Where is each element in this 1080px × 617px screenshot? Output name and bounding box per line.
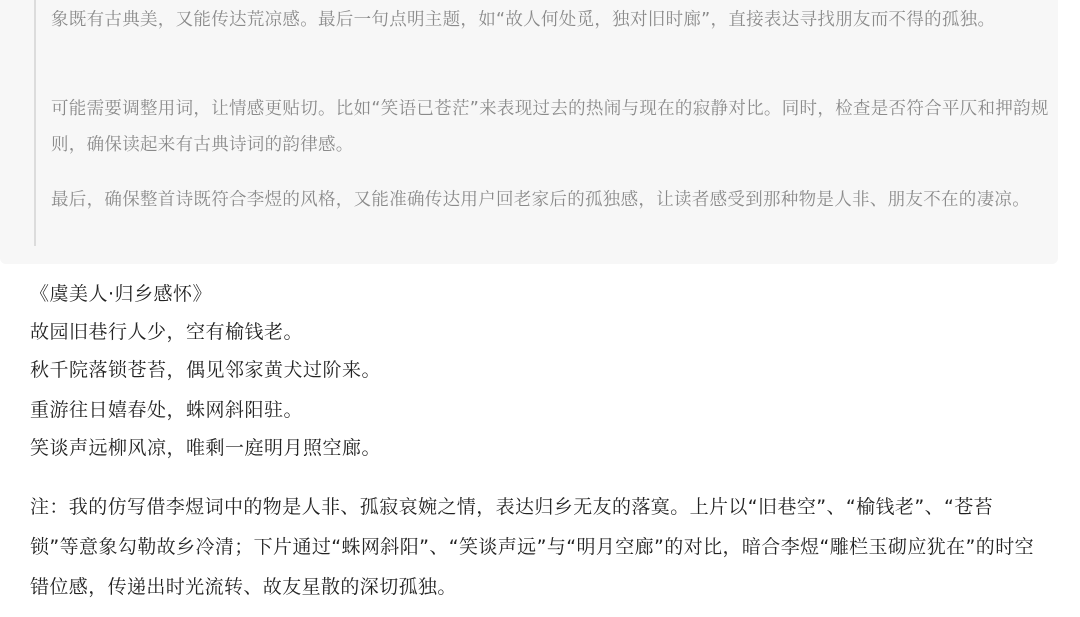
poem-title: 《虞美人·归乡感怀》: [30, 283, 213, 305]
thinking-paragraph: 最后，确保整首诗既符合李煜的风格，又能准确传达用户回老家后的孤独感，让读者感受到那种物是人非、朋友不在的凄凉。: [51, 190, 1030, 210]
poem-line: 笑谈声远柳风凉，唯剩一庭明月照空廊。: [30, 437, 382, 459]
poem-note: 注：我的仿写借李煜词中的物是人非、孤寂哀婉之情，表达归乡无友的落寞。上片以“旧巷空”、“榆钱老”、“苍苔锁”等意象勾勒故乡冷清；下片通过“蛛网斜阳”、“笑谈声远”与“明月空廊”的对比，暗合李煜“雕栏玉砌应犹在”的时空错位感，传递出时光流转、故友星散的深切孤独。: [30, 496, 1034, 598]
thinking-block: [0, 0, 1058, 264]
poem-line: 故园旧巷行人少，空有榆钱老。: [30, 321, 304, 343]
thinking-quote-bar: [34, 0, 36, 246]
thinking-paragraph: 可能需要调整用词，让情感更贴切。比如“笑语已苍茫”来表现过去的热闹与现在的寂静对比。同时，检查是否符合平仄和押韵规则，确保读起来有古典诗词的韵律感。: [51, 99, 1049, 155]
poem-line: 秋千院落锁苍苔，偶见邻家黄犬过阶来。: [30, 359, 382, 381]
thinking-paragraph: 象既有古典美，又能传达荒凉感。最后一句点明主题，如“故人何处觅，独对旧时廊”，直接表达寻找朋友而不得的孤独。: [51, 10, 996, 30]
poem-line: 重游往日嬉春处，蛛网斜阳驻。: [30, 399, 304, 421]
